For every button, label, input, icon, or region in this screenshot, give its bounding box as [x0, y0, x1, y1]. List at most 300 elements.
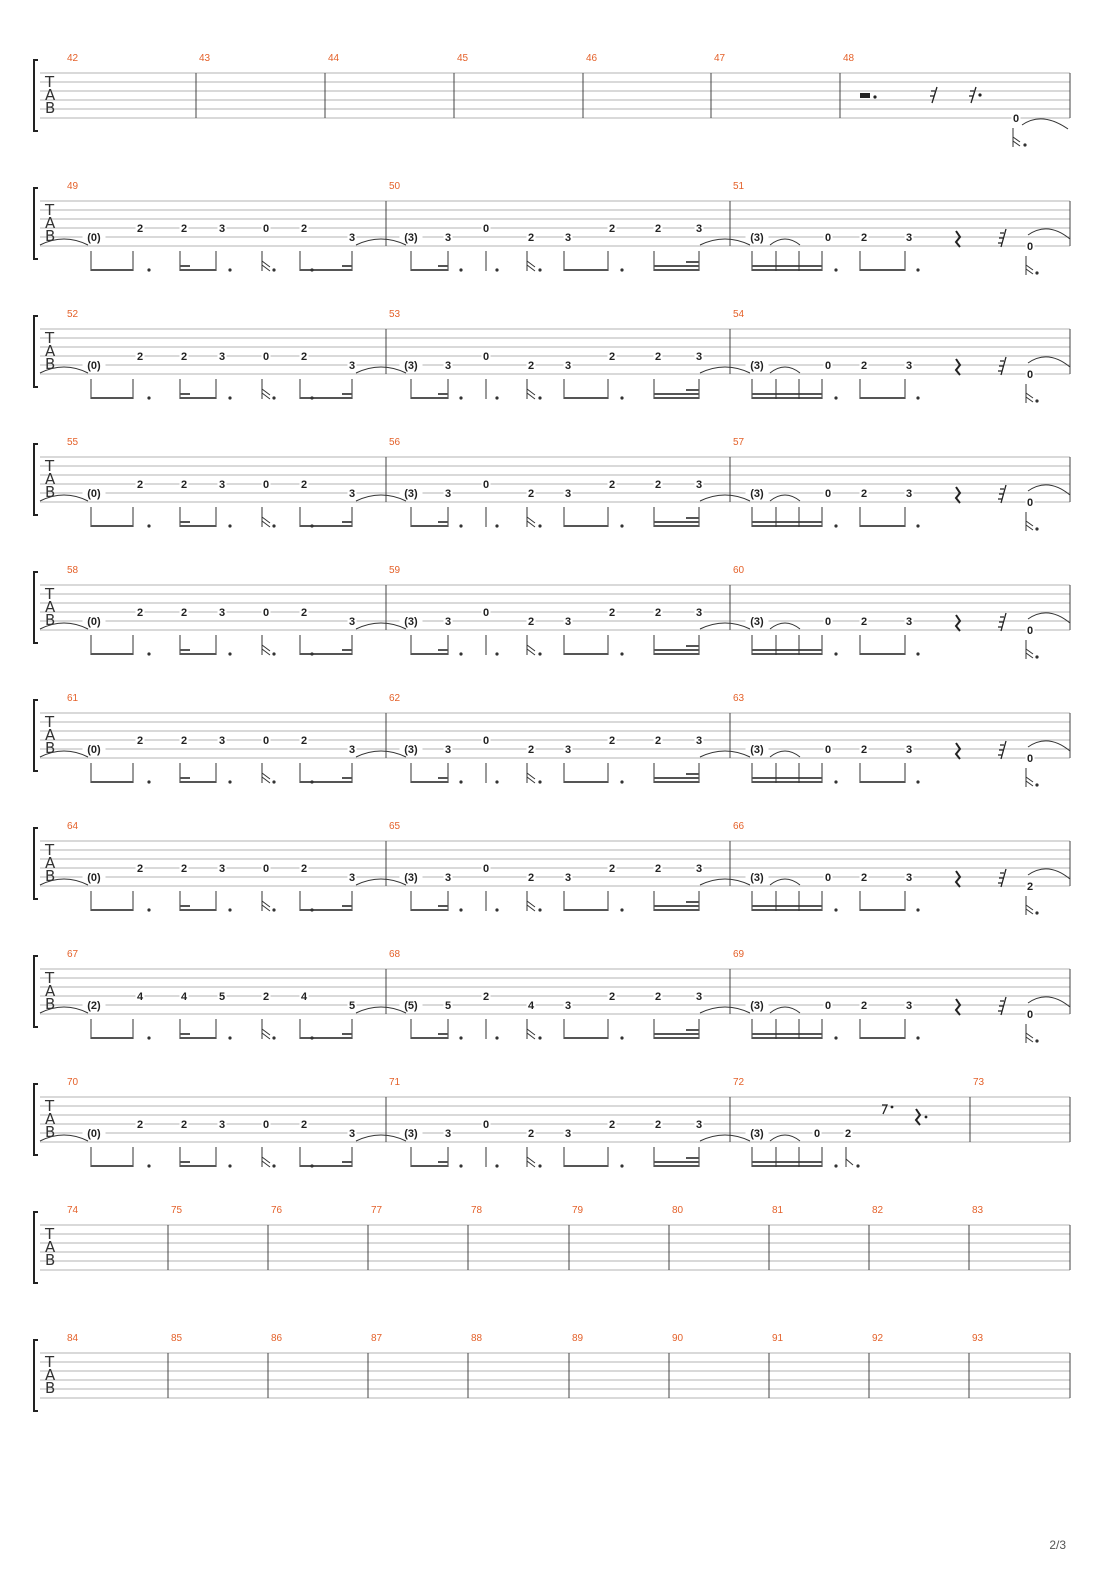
fret-number: 3	[444, 360, 452, 372]
fret-number: 2	[136, 607, 144, 619]
fret-number: 2	[860, 1000, 868, 1012]
tab-staff-6	[34, 693, 1070, 787]
fret-number: 3	[564, 872, 572, 884]
fret-number: 2	[136, 735, 144, 747]
fret-number: 0	[824, 360, 832, 372]
fret-number: 2	[608, 991, 616, 1003]
thirty-second-rest	[998, 485, 1006, 503]
fret-number: 2	[300, 479, 308, 491]
fret-number: 2	[180, 351, 188, 363]
fret-number: (0)	[87, 1128, 101, 1140]
measure-number: 51	[733, 181, 745, 192]
note-beam	[180, 653, 216, 655]
dot	[459, 268, 462, 271]
dot	[228, 1036, 231, 1039]
tab-letter-a: A	[45, 982, 56, 1000]
system-bracket	[34, 828, 38, 899]
tab-letter-b: B	[45, 355, 56, 373]
note-beam	[654, 653, 699, 655]
fret-number: 2	[180, 735, 188, 747]
tab-staff-8	[34, 949, 1070, 1043]
measure-number: 43	[199, 53, 211, 64]
tie	[770, 623, 800, 629]
note-flag	[527, 517, 535, 527]
fret-number: 3	[218, 223, 226, 235]
fret-number: 2	[527, 872, 535, 884]
tab-letter-b: B	[45, 739, 56, 757]
dot	[147, 1036, 150, 1039]
note-beam	[91, 269, 133, 271]
dot	[620, 524, 623, 527]
system-bracket	[34, 1212, 38, 1283]
tie	[1028, 485, 1070, 495]
dot	[272, 1164, 275, 1167]
fret-number: 3	[348, 488, 356, 500]
tie	[700, 367, 750, 373]
measure-number: 47	[714, 53, 726, 64]
fret-number: 3	[444, 1128, 452, 1140]
fret-number: 2	[608, 735, 616, 747]
fret-number: (3)	[750, 488, 764, 500]
fret-number: 2	[1026, 881, 1034, 893]
tab-letter-t: T	[45, 1097, 55, 1115]
tie	[1028, 741, 1070, 751]
note-beam	[564, 269, 608, 271]
fret-number: 4	[527, 1000, 535, 1012]
fret-number: 3	[905, 488, 913, 500]
thirty-second-rest	[998, 613, 1006, 631]
dot	[310, 908, 313, 911]
note-beam	[180, 909, 216, 911]
note-beam	[752, 265, 822, 267]
dot	[1035, 783, 1038, 786]
note-beam	[686, 773, 699, 775]
dot	[916, 780, 919, 783]
tie	[700, 495, 750, 501]
tab-staff-9	[34, 1077, 1070, 1168]
note-beam	[438, 265, 448, 267]
fret-number: 0	[824, 744, 832, 756]
note-beam	[564, 525, 608, 527]
tie	[356, 751, 406, 757]
tie	[1028, 869, 1070, 879]
dot	[978, 93, 981, 96]
dot	[459, 1164, 462, 1167]
fret-number: (3)	[750, 616, 764, 628]
dot	[873, 95, 876, 98]
note-beam	[752, 1037, 822, 1039]
note-beam	[654, 1161, 699, 1163]
fret-number: 0	[824, 616, 832, 628]
tie	[770, 367, 800, 373]
fret-number: 2	[527, 1128, 535, 1140]
tie	[356, 879, 406, 885]
fret-number: (3)	[404, 360, 418, 372]
note-beam	[564, 1165, 608, 1167]
tie	[770, 879, 800, 885]
note-flag	[527, 1029, 535, 1039]
fret-number: 3	[444, 616, 452, 628]
tie	[700, 879, 750, 885]
dot	[272, 524, 275, 527]
fret-number: 3	[348, 616, 356, 628]
tab-letter-a: A	[45, 598, 56, 616]
note-beam	[91, 1165, 133, 1167]
tab-letter-t: T	[45, 841, 55, 859]
fret-number: 3	[348, 360, 356, 372]
dot	[272, 652, 275, 655]
fret-number: 0	[262, 351, 270, 363]
fret-number: 2	[262, 991, 270, 1003]
note-beam	[860, 781, 905, 783]
fret-number: 0	[824, 872, 832, 884]
fret-number: 2	[300, 223, 308, 235]
note-beam	[342, 1161, 352, 1163]
dot	[538, 396, 541, 399]
fret-number: 3	[348, 1128, 356, 1140]
measure-number: 62	[389, 693, 401, 704]
dot	[147, 524, 150, 527]
tab-letter-t: T	[45, 585, 55, 603]
note-beam	[91, 781, 133, 783]
tie	[700, 751, 750, 757]
note-beam	[564, 1037, 608, 1039]
dot	[147, 908, 150, 911]
note-flag	[262, 517, 270, 527]
fret-number: 0	[262, 1119, 270, 1131]
note-beam	[564, 653, 608, 655]
half-rest	[860, 93, 870, 98]
tie	[1028, 613, 1070, 623]
dot	[272, 780, 275, 783]
dot	[495, 1036, 498, 1039]
note-beam	[564, 397, 608, 399]
note-beam	[438, 1161, 448, 1163]
measure-number: 67	[67, 949, 79, 960]
dot	[147, 396, 150, 399]
note-beam	[342, 521, 352, 523]
note-beam	[752, 521, 822, 523]
note-beam	[686, 645, 699, 647]
fret-number: (0)	[87, 488, 101, 500]
tie	[700, 623, 750, 629]
note-beam	[752, 777, 822, 779]
fret-number: 2	[654, 991, 662, 1003]
note-beam	[654, 265, 699, 267]
note-flag	[262, 389, 270, 399]
note-beam	[654, 1165, 699, 1167]
fret-number: 3	[695, 223, 703, 235]
fret-number: 3	[564, 232, 572, 244]
note-beam	[860, 397, 905, 399]
fret-number: 2	[608, 351, 616, 363]
fret-number: 3	[218, 1119, 226, 1131]
tie	[770, 751, 800, 757]
measure-number: 53	[389, 309, 401, 320]
fret-number: 2	[527, 232, 535, 244]
dot	[495, 396, 498, 399]
fret-number: (3)	[750, 232, 764, 244]
fret-number: 5	[218, 991, 226, 1003]
thirty-second-rest	[998, 357, 1006, 375]
tab-letter-a: A	[45, 854, 56, 872]
note-beam	[654, 521, 699, 523]
fret-number: (0)	[87, 744, 101, 756]
fret-number: 0	[1026, 1009, 1034, 1021]
measure-number: 91	[772, 1333, 784, 1344]
dot	[459, 652, 462, 655]
fret-number: 0	[262, 607, 270, 619]
thirty-second-rest	[998, 997, 1006, 1015]
note-beam	[180, 265, 190, 267]
note-beam	[654, 393, 699, 395]
note-beam	[654, 905, 699, 907]
fret-number: 3	[905, 616, 913, 628]
tie	[356, 1007, 406, 1013]
fret-number: 2	[136, 863, 144, 875]
note-flag	[1026, 393, 1033, 402]
fret-number: (3)	[404, 232, 418, 244]
note-flag	[1026, 1033, 1033, 1042]
tab-letter-b: B	[45, 867, 56, 885]
fret-number: 0	[1012, 113, 1020, 125]
tab-staff-7	[34, 821, 1070, 915]
note-beam	[654, 777, 699, 779]
note-beam	[438, 1033, 448, 1035]
tab-letter-a: A	[45, 1238, 56, 1256]
note-beam	[860, 269, 905, 271]
note-beam	[180, 905, 190, 907]
measure-number: 72	[733, 1077, 745, 1088]
dot	[495, 908, 498, 911]
dot	[310, 780, 313, 783]
system-bracket	[34, 1340, 38, 1411]
fret-number: 4	[300, 991, 308, 1003]
quarter-rest	[956, 871, 960, 887]
fret-number: 2	[860, 360, 868, 372]
tab-letter-b: B	[45, 1379, 56, 1397]
note-beam	[654, 909, 699, 911]
fret-number: 3	[905, 1000, 913, 1012]
measure-number: 90	[672, 1333, 684, 1344]
measure-number: 63	[733, 693, 745, 704]
fret-number: 2	[654, 351, 662, 363]
fret-number: 3	[348, 872, 356, 884]
tie	[1028, 357, 1070, 367]
measure-number: 64	[67, 821, 79, 832]
fret-number: 3	[905, 360, 913, 372]
tab-letter-t: T	[45, 73, 55, 91]
dot	[147, 780, 150, 783]
measure-number: 44	[328, 53, 340, 64]
dot	[834, 652, 837, 655]
fret-number: 0	[482, 479, 490, 491]
dot	[856, 1164, 859, 1167]
measure-number: 86	[271, 1333, 283, 1344]
system-bracket	[34, 572, 38, 643]
note-beam	[300, 525, 352, 527]
page-number: 2/3	[1049, 1538, 1066, 1552]
tab-letter-t: T	[45, 201, 55, 219]
fret-number: 2	[527, 616, 535, 628]
quarter-rest	[956, 743, 960, 759]
fret-number: (3)	[750, 1128, 764, 1140]
tab-letter-b: B	[45, 99, 56, 117]
fret-number: 0	[1026, 369, 1034, 381]
fret-number: 3	[695, 991, 703, 1003]
note-beam	[180, 393, 190, 395]
quarter-rest	[916, 1109, 920, 1125]
tab-letter-a: A	[45, 1366, 56, 1384]
dot	[620, 780, 623, 783]
dot	[916, 268, 919, 271]
dot	[834, 780, 837, 783]
fret-number: 0	[824, 1000, 832, 1012]
note-beam	[860, 1037, 905, 1039]
dot	[228, 652, 231, 655]
note-beam	[654, 397, 699, 399]
thirty-second-rest	[998, 229, 1006, 247]
tie	[700, 239, 750, 245]
note-beam	[686, 517, 699, 519]
note-beam	[752, 909, 822, 911]
fret-number: 2	[654, 607, 662, 619]
note-beam	[438, 521, 448, 523]
system-bracket	[34, 316, 38, 387]
note-beam	[564, 909, 608, 911]
fret-number: 0	[1026, 241, 1034, 253]
note-beam	[300, 781, 352, 783]
note-beam	[300, 269, 352, 271]
note-beam	[752, 397, 822, 399]
fret-number: 5	[444, 1000, 452, 1012]
measure-number: 59	[389, 565, 401, 576]
fret-number: 0	[1026, 625, 1034, 637]
note-beam	[180, 1033, 190, 1035]
note-beam	[180, 781, 216, 783]
fret-number: (3)	[750, 744, 764, 756]
fret-number: 0	[824, 232, 832, 244]
dot	[310, 1036, 313, 1039]
note-flag	[262, 645, 270, 655]
fret-number: 2	[527, 360, 535, 372]
tab-staff-10	[34, 1205, 1070, 1283]
thirty-second-rest	[998, 741, 1006, 759]
tab-staff-3	[34, 309, 1070, 403]
note-beam	[752, 781, 822, 783]
measure-number: 61	[67, 693, 79, 704]
fret-number: 2	[608, 223, 616, 235]
note-beam	[180, 269, 216, 271]
dot	[916, 1036, 919, 1039]
tab-letter-b: B	[45, 227, 56, 245]
note-beam	[411, 1165, 448, 1167]
note-beam	[411, 653, 448, 655]
dot	[272, 908, 275, 911]
note-beam	[686, 261, 699, 263]
fret-number: (5)	[404, 1000, 418, 1012]
fret-number: 3	[564, 488, 572, 500]
note-flag	[262, 1157, 270, 1167]
fret-number: 2	[654, 863, 662, 875]
fret-number: 2	[136, 1119, 144, 1131]
note-flag	[262, 901, 270, 911]
fret-number: 2	[300, 351, 308, 363]
measure-number: 88	[471, 1333, 483, 1344]
fret-number: 2	[180, 863, 188, 875]
fret-number: 0	[824, 488, 832, 500]
measure-number: 55	[67, 437, 79, 448]
sixteenth-rest	[969, 87, 976, 103]
note-beam	[654, 649, 699, 651]
note-flag	[846, 1159, 853, 1165]
fret-number: 2	[608, 1119, 616, 1131]
note-beam	[180, 397, 216, 399]
note-beam	[654, 525, 699, 527]
tab-letter-t: T	[45, 329, 55, 347]
fret-number: (3)	[404, 872, 418, 884]
fret-number: 2	[654, 479, 662, 491]
note-beam	[180, 1161, 190, 1163]
dot	[459, 524, 462, 527]
tie	[1028, 229, 1070, 239]
fret-number: 2	[300, 607, 308, 619]
note-flag	[262, 261, 270, 271]
thirty-second-rest	[930, 87, 937, 103]
note-flag	[527, 389, 535, 399]
note-beam	[91, 909, 133, 911]
fret-number: (3)	[404, 616, 418, 628]
tab-letter-a: A	[45, 342, 56, 360]
fret-number: 2	[860, 232, 868, 244]
note-beam	[342, 905, 352, 907]
fret-number: 3	[564, 360, 572, 372]
note-flag	[262, 773, 270, 783]
fret-number: 3	[695, 863, 703, 875]
note-beam	[752, 1161, 822, 1163]
fret-number: 3	[695, 351, 703, 363]
fret-number: 2	[608, 863, 616, 875]
note-beam	[686, 389, 699, 391]
measure-number: 73	[973, 1077, 985, 1088]
fret-number: 2	[300, 863, 308, 875]
fret-number: 0	[482, 607, 490, 619]
measure-number: 66	[733, 821, 745, 832]
dot	[538, 652, 541, 655]
fret-number: (0)	[87, 232, 101, 244]
note-flag	[1026, 265, 1033, 274]
note-flag	[1026, 649, 1033, 658]
dot	[310, 1164, 313, 1167]
dot	[272, 396, 275, 399]
measure-number: 60	[733, 565, 745, 576]
measure-number: 74	[67, 1205, 79, 1216]
note-beam	[300, 397, 352, 399]
fret-number: 3	[564, 1000, 572, 1012]
dot	[310, 396, 313, 399]
note-beam	[752, 905, 822, 907]
measure-number: 83	[972, 1205, 984, 1216]
note-flag	[1026, 521, 1033, 530]
note-beam	[342, 777, 352, 779]
note-beam	[860, 525, 905, 527]
note-beam	[654, 1037, 699, 1039]
dot	[620, 652, 623, 655]
dot	[1035, 527, 1038, 530]
tie	[700, 1007, 750, 1013]
dot	[495, 652, 498, 655]
measure-number: 54	[733, 309, 745, 320]
